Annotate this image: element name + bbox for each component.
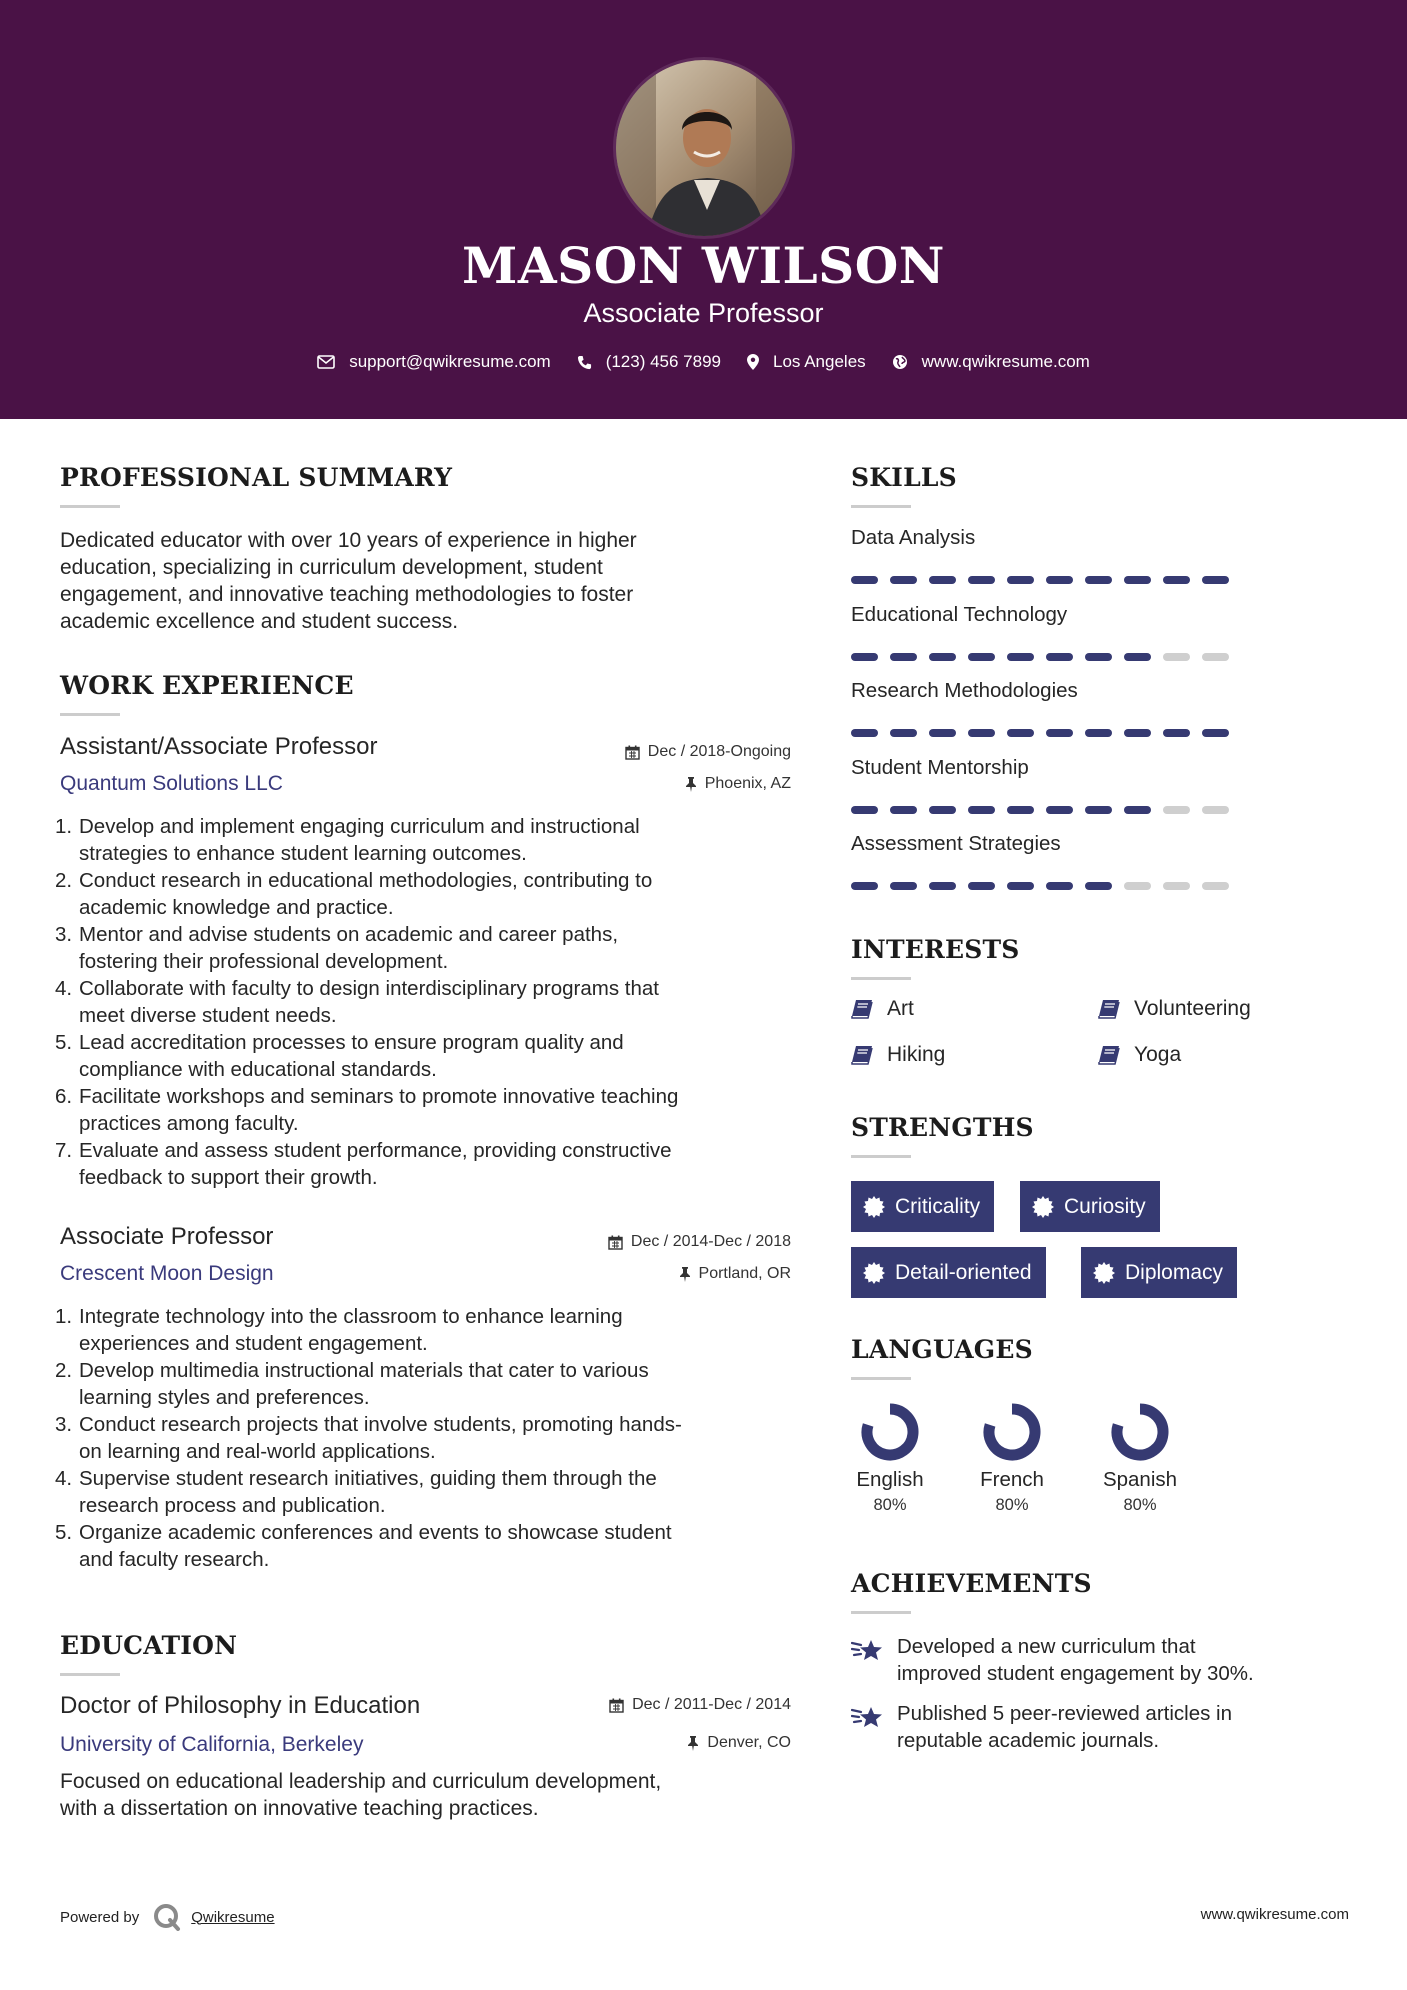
skill-level-dash <box>1046 882 1073 890</box>
summary-rule <box>60 505 120 508</box>
skill-level-dash <box>890 806 917 814</box>
strengths-rule <box>851 1155 911 1158</box>
education-description <box>60 1768 820 1822</box>
book-icon <box>851 999 873 1019</box>
list-item: 5. Organize academic conferences and events to showcase student and faculty research. <box>55 1521 672 1571</box>
list-item: 3. Mentor and advise students on academic and career paths, fostering their professional development. <box>55 923 619 973</box>
skill-level-dash <box>1202 729 1229 737</box>
skill-level-dash <box>1007 882 1034 890</box>
qwikresume-logo-icon <box>153 1903 181 1931</box>
skill-level-dash <box>1085 653 1112 661</box>
language-ring-icon <box>982 1402 1042 1462</box>
badge-icon <box>863 1262 885 1284</box>
skill-level-dash <box>1085 729 1112 737</box>
list-item: 3. Conduct research projects that involve students, promoting hands- on learning and real-world applications. <box>55 1413 682 1463</box>
language-percent: 80% <box>995 1496 1029 1514</box>
skill-level-dash <box>929 653 956 661</box>
job-bullets <box>55 813 810 1191</box>
job-bullets <box>55 1303 810 1573</box>
skills-rule <box>851 505 911 508</box>
contact-email[interactable] <box>317 352 551 372</box>
skill-level-bar <box>851 653 1241 661</box>
skill-level-dash <box>968 882 995 890</box>
skills-heading: SKILLS <box>851 463 957 492</box>
experience-heading: WORK EXPERIENCE <box>60 671 354 700</box>
skill-level-dash <box>1202 806 1229 814</box>
skill-level-dash <box>890 576 917 584</box>
footer-powered-by <box>60 1903 275 1931</box>
job-location <box>679 1265 791 1283</box>
skill-level-dash <box>1163 729 1190 737</box>
list-item: 2. Conduct research in educational methodologies, contributing to academic knowledge and practice. <box>55 869 653 919</box>
skill-level-dash <box>890 653 917 661</box>
language-item <box>952 1402 1072 1515</box>
skill-level-dash <box>1124 806 1151 814</box>
education-line: Focused on educational leadership and curriculum development, <box>60 1770 662 1793</box>
envelope-icon <box>317 355 335 369</box>
book-icon <box>1098 999 1120 1019</box>
skill-level-dash <box>1163 806 1190 814</box>
skill-level-dash <box>1046 729 1073 737</box>
languages-rule <box>851 1377 911 1380</box>
language-item <box>830 1402 950 1515</box>
interests-heading: INTERESTS <box>851 935 1020 964</box>
candidate-name: MASON WILSON <box>462 236 945 295</box>
strength-badge: Criticality <box>851 1181 994 1232</box>
job-title: Associate Professor <box>60 1223 274 1250</box>
skill-level-dash <box>1007 729 1034 737</box>
calendar-icon <box>609 1698 624 1713</box>
interest-item: Yoga <box>1098 1043 1181 1067</box>
skill-level-dash <box>929 729 956 737</box>
pushpin-icon <box>687 1736 699 1751</box>
skill-name: Student Mentorship <box>851 755 1029 779</box>
education-school: University of California, Berkeley <box>60 1733 364 1756</box>
summary-line: engagement, and innovative teaching methodologies to foster <box>60 583 634 606</box>
language-name: French <box>980 1468 1044 1491</box>
phone-text: (123) 456 7899 <box>605 352 722 371</box>
skill-level-dash <box>1007 576 1034 584</box>
language-ring-arc <box>989 1409 1035 1455</box>
skill-level-dash <box>1046 806 1073 814</box>
qwikresume-link[interactable]: Qwikresume <box>191 1908 275 1926</box>
list-item: 1. Develop and implement engaging curriculum and instructional strategies to enhance student learning outcomes. <box>55 815 640 865</box>
language-percent: 80% <box>1123 1496 1157 1514</box>
skill-level-dash <box>929 806 956 814</box>
badge-icon <box>1093 1262 1115 1284</box>
list-item: 2. Develop multimedia instructional materials that cater to various learning styles and preferences. <box>55 1359 649 1409</box>
skill-level-dash <box>1124 576 1151 584</box>
shooting-star-icon <box>851 1704 885 1732</box>
book-icon <box>851 1045 873 1065</box>
summary-line: Dedicated educator with over 10 years of experience in higher <box>60 529 637 552</box>
skill-name: Research Methodologies <box>851 679 1078 702</box>
phone-icon <box>577 355 592 370</box>
skill-level-dash <box>1202 653 1229 661</box>
summary-line: academic excellence and student success. <box>60 610 459 633</box>
skill-level-bar <box>851 882 1241 890</box>
contact-website[interactable] <box>892 352 1090 372</box>
language-ring-arc <box>1117 1409 1163 1455</box>
skill-level-dash <box>968 576 995 584</box>
skill-level-dash <box>1046 653 1073 661</box>
skill-level-dash <box>1007 653 1034 661</box>
skill-level-dash <box>851 576 878 584</box>
skill-level-dash <box>890 729 917 737</box>
skill-level-dash <box>890 882 917 890</box>
skill-level-dash <box>851 653 878 661</box>
skill-level-dash <box>968 806 995 814</box>
skill-level-dash <box>1202 882 1229 890</box>
job-location-text: Phoenix, AZ <box>704 775 791 792</box>
interest-item: Art <box>851 997 914 1021</box>
shooting-star-icon <box>851 1637 885 1665</box>
skill-level-dash <box>1085 806 1112 814</box>
interest-item: Volunteering <box>1098 997 1251 1021</box>
interests-rule <box>851 977 911 980</box>
skill-level-dash <box>1163 576 1190 584</box>
skill-level-dash <box>968 653 995 661</box>
list-item: 4. Supervise student research initiatives, guiding them through the research process and publication. <box>55 1467 657 1517</box>
achievements-heading: ACHIEVEMENTS <box>851 1569 1092 1598</box>
experience-rule <box>60 713 120 716</box>
skill-level-dash <box>851 882 878 890</box>
language-ring-icon <box>1110 1402 1170 1462</box>
skill-level-dash <box>1085 576 1112 584</box>
calendar-icon <box>625 745 640 760</box>
skill-name: Educational Technology <box>851 602 1068 626</box>
skill-level-dash <box>1007 806 1034 814</box>
education-location <box>687 1734 791 1752</box>
job-company: Crescent Moon Design <box>60 1262 274 1285</box>
pushpin-icon <box>679 1267 691 1282</box>
skill-level-dash <box>1046 576 1073 584</box>
job-location-text: Portland, OR <box>698 1265 791 1282</box>
strength-badge: Detail-oriented <box>851 1247 1046 1298</box>
globe-icon <box>892 354 908 370</box>
skill-level-dash <box>851 729 878 737</box>
skill-level-dash <box>1124 653 1151 661</box>
language-name: Spanish <box>1102 1468 1178 1491</box>
list-item: 4. Collaborate with faculty to design interdisciplinary programs that meet diverse student needs. <box>55 977 659 1027</box>
languages-heading: LANGUAGES <box>851 1335 1033 1364</box>
powered-by-label: Powered by <box>60 1908 140 1926</box>
contact-phone[interactable] <box>577 352 721 372</box>
skill-level-bar <box>851 729 1241 737</box>
job-dates-text: Dec / 2014-Dec / 2018 <box>630 1233 791 1250</box>
footer-website[interactable]: www.qwikresume.com <box>1200 1906 1349 1923</box>
skill-level-dash <box>1085 882 1112 890</box>
skill-level-dash <box>929 882 956 890</box>
job-location <box>685 775 791 793</box>
email-text: support@qwikresume.com <box>349 352 551 371</box>
profile-photo <box>613 57 795 239</box>
summary-heading: PROFESSIONAL SUMMARY <box>60 463 453 492</box>
job-dates <box>608 1233 791 1251</box>
skill-name: Data Analysis <box>851 526 976 549</box>
skill-level-dash <box>1202 576 1229 584</box>
skill-level-dash <box>1124 729 1151 737</box>
skill-level-dash <box>1124 882 1151 890</box>
job-title: Assistant/Associate Professor <box>60 733 378 760</box>
skill-level-bar <box>851 806 1241 814</box>
education-heading: EDUCATION <box>60 1631 238 1660</box>
skill-level-dash <box>1163 653 1190 661</box>
book-icon <box>1098 1045 1120 1065</box>
language-item <box>1080 1402 1200 1515</box>
strength-badge: Curiosity <box>1020 1181 1160 1232</box>
interest-item: Hiking <box>851 1043 945 1067</box>
skill-name: Assessment Strategies <box>851 832 1061 855</box>
list-item: 7. Evaluate and assess student performance, providing constructive feedback to support their growth. <box>55 1139 672 1189</box>
language-name: English <box>856 1468 924 1491</box>
contact-location <box>747 352 866 372</box>
strengths-heading: STRENGTHS <box>851 1113 1034 1142</box>
language-percent: 80% <box>873 1496 907 1514</box>
achievements-rule <box>851 1611 911 1614</box>
list-item: 5. Lead accreditation processes to ensure program quality and compliance with educational standards. <box>55 1031 624 1081</box>
job-dates-text: Dec / 2018-Ongoing <box>647 743 791 760</box>
job-dates <box>625 743 791 761</box>
achievement-item: Published 5 peer-reviewed articles in reputable academic journals. <box>851 1700 1371 1754</box>
education-dates <box>609 1696 791 1714</box>
badge-icon <box>863 1196 885 1218</box>
language-ring-arc <box>867 1409 913 1455</box>
summary-line: education, specializing in curriculum development, student <box>60 556 603 579</box>
education-degree: Doctor of Philosophy in Education <box>60 1692 421 1719</box>
pushpin-icon <box>685 777 697 792</box>
education-location-text: Denver, CO <box>707 1734 791 1751</box>
list-item: 1. Integrate technology into the classroom to enhance learning experiences and student engagement. <box>55 1305 623 1355</box>
skill-level-dash <box>968 729 995 737</box>
list-item: 6. Facilitate workshops and seminars to promote innovative teaching practices among faculty. <box>55 1085 679 1135</box>
website-text: www.qwikresume.com <box>921 352 1090 371</box>
job-company: Quantum Solutions LLC <box>60 772 283 795</box>
skill-level-dash <box>929 576 956 584</box>
education-line: with a dissertation on innovative teaching practices. <box>60 1797 539 1820</box>
contact-bar <box>0 352 1407 372</box>
badge-icon <box>1032 1196 1054 1218</box>
education-rule <box>60 1673 120 1676</box>
language-ring-icon <box>860 1402 920 1462</box>
candidate-title: Associate Professor <box>583 298 824 328</box>
location-text: Los Angeles <box>773 352 866 371</box>
skill-level-bar <box>851 576 1241 584</box>
education-dates-text: Dec / 2011-Dec / 2014 <box>632 1696 791 1713</box>
resume-header <box>0 0 1407 419</box>
calendar-icon <box>608 1235 623 1250</box>
skill-level-dash <box>851 806 878 814</box>
summary-text <box>60 527 800 635</box>
strength-badge: Diplomacy <box>1081 1247 1237 1298</box>
map-pin-icon <box>747 354 759 370</box>
skill-level-dash <box>1163 882 1190 890</box>
achievement-item: Developed a new curriculum that improved student engagement by 30%. <box>851 1633 1371 1687</box>
